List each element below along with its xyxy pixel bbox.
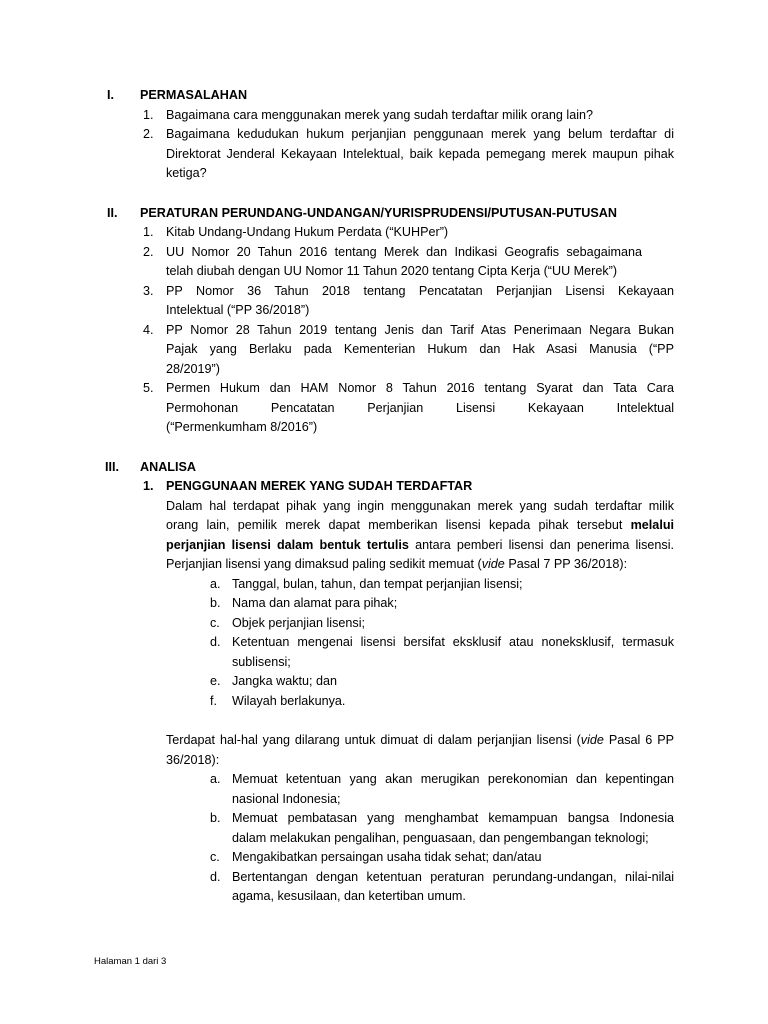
list-item-text: Jangka waktu; dan: [232, 674, 338, 688]
list-item-number: 2.: [143, 127, 154, 141]
list-item-text: Objek perjanjian lisensi;: [232, 616, 366, 630]
list-item-text: 28/2019”): [166, 362, 220, 376]
list-item-number: 5.: [143, 381, 154, 395]
list-item-text: Mengakibatkan persaingan usaha tidak sehat; dan/atau: [232, 850, 542, 864]
list-item-letter: a.: [210, 772, 221, 786]
section-1-title: PERMASALAHAN: [140, 88, 248, 102]
paragraph-line: orang lain, pemilik merek dapat memberikan lisensi kepada pihak tersebut melalui: [166, 518, 675, 532]
list-item-text: PP Nomor 36 Tahun 2018 tentang Pencatatan Perjanjian Lisensi Kekayaan: [166, 284, 674, 298]
list-item-text: ketiga?: [166, 166, 207, 180]
list-item-text: Permohonan Pencatatan Perjanjian Lisensi Kekayaan Intelektual: [166, 401, 674, 415]
list-item-text: Wilayah berlakunya.: [232, 694, 346, 708]
list-item-text: Intelektual (“PP 36/2018”): [166, 303, 310, 317]
paragraph-line: Dalam hal terdapat pihak yang ingin menggunakan merek yang sudah terdaftar milik: [166, 499, 674, 513]
list-item-text: Kitab Undang-Undang Hukum Perdata (“KUHPer”): [166, 225, 449, 239]
page-footer: Halaman 1 dari 3: [94, 956, 167, 967]
subsection-number: 1.: [143, 479, 154, 493]
paragraph-line: Perjanjian lisensi yang dimaksud paling sedikit memuat (vide Pasal 7 PP 36/2018):: [166, 557, 628, 571]
paragraph-line: Terdapat hal-hal yang dilarang untuk dimuat di dalam perjanjian lisensi (vide Pasal 6 PP: [166, 733, 675, 747]
list-item-text: agama, kesusilaan, dan ketertiban umum.: [232, 889, 466, 903]
subsection-title: PENGGUNAAN MEREK YANG SUDAH TERDAFTAR: [166, 479, 473, 493]
list-item-text: Ketentuan mengenai lisensi bersifat eksklusif atau noneksklusif, termasuk: [232, 635, 674, 649]
section-1-number: I.: [107, 88, 114, 102]
list-item-number: 2.: [143, 245, 154, 259]
list-item-text: nasional Indonesia;: [232, 792, 341, 806]
list-item-number: 1.: [143, 108, 154, 122]
section-3-number: III.: [105, 460, 119, 474]
list-item-letter: c.: [210, 850, 220, 864]
list-item-number: 4.: [143, 323, 154, 337]
list-item-letter: b.: [210, 811, 221, 825]
list-item-text: Direktorat Jenderal Kekayaan Intelektual, baik kepada pemegang merek maupun pihak: [166, 147, 674, 161]
list-item-text: Nama dan alamat para pihak;: [232, 596, 398, 610]
list-item-number: 1.: [143, 225, 154, 239]
list-item-letter: d.: [210, 870, 221, 884]
list-item-text: Pajak yang Berlaku pada Kementerian Hukum dan Hak Asasi Manusia (“PP: [166, 342, 674, 356]
list-item-text: telah diubah dengan UU Nomor 11 Tahun 2020 tentang Cipta Kerja (“UU Merek”): [166, 264, 618, 278]
paragraph-line: perjanjian lisensi dalam bentuk tertulis antara pemberi lisensi dan penerima lisensi.: [166, 538, 674, 552]
list-item-letter: f.: [210, 694, 217, 708]
list-item-number: 3.: [143, 284, 154, 298]
list-item-text: Bertentangan dengan ketentuan peraturan perundang-undangan, nilai-nilai: [232, 870, 674, 884]
list-item-text: sublisensi;: [232, 655, 291, 669]
paragraph-line: 36/2018):: [166, 753, 220, 767]
list-item-letter: c.: [210, 616, 220, 630]
list-item-text: Tanggal, bulan, tahun, dan tempat perjanjian lisensi;: [232, 577, 523, 591]
list-item-text: Permen Hukum dan HAM Nomor 8 Tahun 2016 tentang Syarat dan Tata Cara: [166, 381, 674, 395]
list-item-text: dalam melakukan pengalihan, penguasaan, dan pengembangan teknologi;: [232, 831, 649, 845]
list-item-letter: b.: [210, 596, 221, 610]
list-item-letter: a.: [210, 577, 221, 591]
list-item-text: Memuat ketentuan yang akan merugikan perekonomian dan kepentingan: [232, 772, 674, 786]
section-2-title: PERATURAN PERUNDANG-UNDANGAN/YURISPRUDENSI/PUTUSAN-PUTUSAN: [140, 206, 617, 220]
list-item-text: Memuat pembatasan yang menghambat kemampuan bangsa Indonesia: [232, 811, 674, 825]
list-item-text: Bagaimana kedudukan hukum perjanjian penggunaan merek yang belum terdaftar di: [166, 127, 674, 141]
section-3-title: ANALISA: [140, 460, 196, 474]
list-item-letter: d.: [210, 635, 221, 649]
list-item-letter: e.: [210, 674, 221, 688]
section-2-number: II.: [107, 206, 118, 220]
list-item-text: UU Nomor 20 Tahun 2016 tentang Merek dan Indikasi Geografis sebagaimana: [166, 245, 642, 259]
list-item-text: Bagaimana cara menggunakan merek yang sudah terdaftar milik orang lain?: [166, 108, 594, 122]
list-item-text: (“Permenkumham 8/2016”): [166, 420, 318, 434]
list-item-text: PP Nomor 28 Tahun 2019 tentang Jenis dan Tarif Atas Penerimaan Negara Bukan: [166, 323, 674, 337]
